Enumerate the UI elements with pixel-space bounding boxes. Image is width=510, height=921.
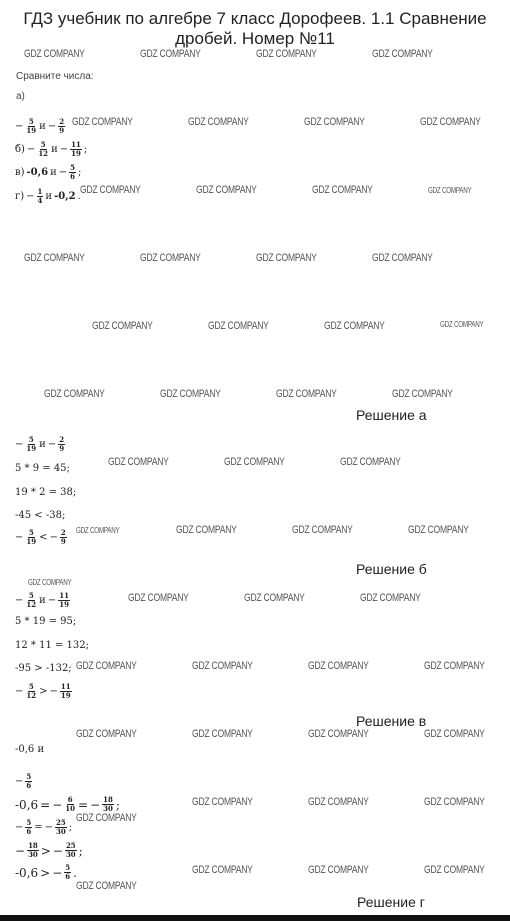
solution-a-step-3: -45 < -38; — [15, 510, 66, 521]
title-line-1: ГДЗ учебник по алгебре 7 класс Дорофеев. 1.1 Сравнение — [23, 9, 487, 28]
watermark-text: GDZ COMPANY — [44, 388, 105, 400]
solution-v-step-1: -0,6 = − $\frac{6}{10}$ = − $\frac{18}{30}$ ; — [15, 795, 120, 813]
task-g-expression: г) − $\frac{1}{4}$ и -0,2 . — [15, 187, 81, 205]
watermark-text: GDZ COMPANY — [424, 660, 485, 672]
watermark-text: GDZ COMPANY — [424, 796, 485, 808]
solution-v-result: -0,6 > − $\frac{5}{6}$ . — [15, 863, 77, 881]
watermark-text: GDZ COMPANY — [72, 116, 133, 128]
watermark-text: GDZ COMPANY — [312, 184, 373, 196]
solution-v-first: -0,6 и — [15, 744, 45, 755]
watermark-text: GDZ COMPANY — [92, 320, 153, 332]
watermark-text: GDZ COMPANY — [392, 388, 453, 400]
watermark-text: GDZ COMPANY — [276, 388, 337, 400]
title-line-2: дробей. Номер №11 — [175, 29, 335, 48]
solution-v-fraction: − $\frac{5}{6}$ — [15, 772, 32, 790]
task-v-expression: в) -0,6 и − $\frac{5}{6}$ ; — [15, 163, 82, 181]
watermark-text: GDZ COMPANY — [28, 578, 72, 587]
solution-v-step-3: − $\frac{18}{30}$ > − $\frac{25}{30}$ ; — [15, 841, 83, 859]
solution-a-line: − $\frac{5}{19}$ и − $\frac{2}{9}$ — [15, 435, 65, 453]
solution-a-heading: Решение а — [356, 407, 427, 423]
watermark-text: GDZ COMPANY — [76, 526, 120, 535]
watermark-text: GDZ COMPANY — [308, 660, 369, 672]
watermark-text: GDZ COMPANY — [160, 388, 221, 400]
watermark-text: GDZ COMPANY — [76, 728, 137, 740]
watermark-text: GDZ COMPANY — [256, 252, 317, 264]
watermark-text: GDZ COMPANY — [420, 116, 481, 128]
watermark-text: GDZ COMPANY — [128, 592, 189, 604]
watermark-text: GDZ COMPANY — [424, 864, 485, 876]
watermark-text: GDZ COMPANY — [360, 592, 421, 604]
bottom-bar — [0, 915, 510, 921]
solution-b-step-2: 12 * 11 = 132; — [15, 640, 89, 651]
watermark-text: GDZ COMPANY — [176, 524, 237, 536]
page-title — [0, 9, 510, 49]
watermark-text: GDZ COMPANY — [24, 48, 85, 60]
watermark-text: GDZ COMPANY — [188, 116, 249, 128]
watermark-text: GDZ COMPANY — [308, 728, 369, 740]
solution-a-result: − $\frac{5}{19}$ < − $\frac{2}{9}$ — [15, 528, 66, 546]
solution-a-step-2: 19 * 2 = 38; — [15, 487, 77, 498]
watermark-text: GDZ COMPANY — [224, 456, 285, 468]
watermark-text: GDZ COMPANY — [424, 728, 485, 740]
watermark-text: GDZ COMPANY — [24, 252, 85, 264]
watermark-text: GDZ COMPANY — [324, 320, 385, 332]
task-prompt: Сравните числа: — [16, 71, 94, 82]
task-b-expression: б) − $\frac{5}{12}$ и − $\frac{11}{19}$ ; — [15, 140, 88, 158]
watermark-text: GDZ COMPANY — [140, 252, 201, 264]
watermark-text: GDZ COMPANY — [140, 48, 201, 60]
watermark-text: GDZ COMPANY — [192, 728, 253, 740]
watermark-text: GDZ COMPANY — [76, 812, 137, 824]
watermark-text: GDZ COMPANY — [440, 320, 484, 329]
solution-b-heading: Решение б — [356, 561, 427, 577]
solution-b-step-3: -95 > -132; — [15, 663, 72, 674]
watermark-text: GDZ COMPANY — [408, 524, 469, 536]
watermark-text: GDZ COMPANY — [76, 660, 137, 672]
task-a-label: а) — [16, 91, 25, 102]
solution-b-line: − $\frac{5}{12}$ и − $\frac{11}{19}$ — [15, 591, 69, 609]
solution-g-heading: Решение г — [357, 894, 425, 910]
watermark-text: GDZ COMPANY — [256, 48, 317, 60]
watermark-text: GDZ COMPANY — [340, 456, 401, 468]
watermark-text: GDZ COMPANY — [372, 252, 433, 264]
solution-v-heading: Решение в — [356, 713, 427, 729]
task-a-expression: − $\frac{5}{19}$ и − $\frac{2}{9}$ — [15, 117, 65, 135]
watermark-text: GDZ COMPANY — [372, 48, 433, 60]
watermark-text: GDZ COMPANY — [108, 456, 169, 468]
fraction: $\frac{2}{9}$ — [59, 117, 65, 135]
watermark-text: GDZ COMPANY — [244, 592, 305, 604]
watermark-text: GDZ COMPANY — [208, 320, 269, 332]
solution-b-step-1: 5 * 19 = 95; — [15, 616, 77, 627]
watermark-text: GDZ COMPANY — [292, 524, 353, 536]
fraction: $\frac{5}{19}$ — [26, 117, 37, 135]
watermark-text: GDZ COMPANY — [76, 880, 137, 892]
watermark-text: GDZ COMPANY — [80, 184, 141, 196]
watermark-text: GDZ COMPANY — [192, 660, 253, 672]
solution-b-result: − $\frac{5}{12}$ > − $\frac{11}{19}$ — [15, 682, 71, 700]
solution-v-step-2: − $\frac{5}{6}$ = − $\frac{25}{30}$ ; — [15, 818, 73, 836]
watermark-text: GDZ COMPANY — [192, 864, 253, 876]
watermark-text: GDZ COMPANY — [308, 796, 369, 808]
solution-a-step-1: 5 * 9 = 45; — [15, 463, 70, 474]
watermark-text: GDZ COMPANY — [428, 186, 472, 195]
watermark-text: GDZ COMPANY — [308, 864, 369, 876]
watermark-text: GDZ COMPANY — [304, 116, 365, 128]
watermark-text: GDZ COMPANY — [192, 796, 253, 808]
watermark-text: GDZ COMPANY — [196, 184, 257, 196]
